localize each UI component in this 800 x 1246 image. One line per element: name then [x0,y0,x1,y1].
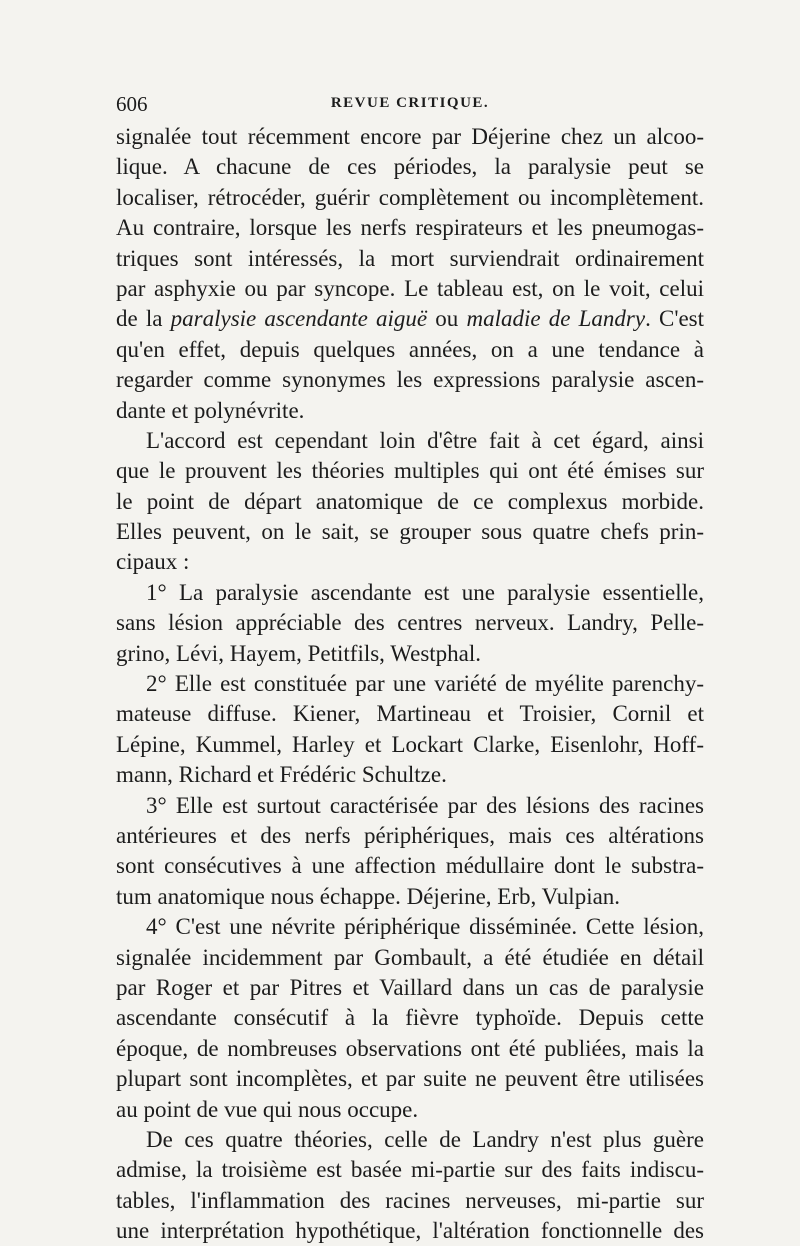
text-line: le point de départ anatomique de ce complexus morbide. [116,488,704,514]
text-line: admise, la troisième est basée mi-partie sur des faits indiscu- [116,1157,704,1183]
running-header [116,92,704,118]
text-line: une interprétation hypothétique, l'altération fonctionnelle des [116,1218,704,1244]
text-line: lique. A chacune de ces périodes, la paralysie peut se [116,154,704,180]
text-line [116,304,704,334]
page-number: 606 [116,92,148,116]
text-line: sans lésion appréciable des centres nerveux. Landry, Pelle- [116,610,704,636]
text-line: tum anatomique nous échappe. Déjerine, Erb, Vulpian. [116,883,621,909]
text-fragment: ou [427,306,467,332]
text-line: au point de vue qui nous occupe. [116,1096,419,1122]
book-page [116,92,704,1246]
body-text [116,122,704,1246]
italic-term: maladie de Landry [466,306,646,332]
text-line: par Roger et par Pitres et Vaillard dans un cas de paralysie [116,974,704,1000]
paragraph-start: 4° C'est une névrite périphérique disséminée. Cette lésion, [146,914,704,940]
text-line: localiser, rétrocéder, guérir complètement ou incomplètement. [116,184,704,210]
italic-term: paralysie ascendante aiguë [170,306,428,332]
text-line: triques sont intéressés, la mort surviendrait ordinairement [116,245,704,271]
text-line: tables, l'inflammation des racines nerveuses, mi-partie sur [116,1187,704,1213]
text-fragment: de la [116,306,171,332]
text-line: plupart sont incomplètes, et par suite ne peuvent être utilisées [116,1066,704,1092]
text-line: grino, Lévi, Hayem, Petitfils, Westphal. [116,640,482,666]
text-line: mateuse diffuse. Kiener, Martineau et Troisier, Cornil et [116,701,704,727]
text-line: signalée incidemment par Gombault, a été étudiée en détail [116,944,704,970]
text-line: qu'en effet, depuis quelques années, on a une tendance à [116,336,704,362]
text-fragment: . C'est [645,306,705,332]
text-line: signalée tout récemment encore par Déjerine chez un alcoo- [116,124,704,149]
paragraph-start: 1° La paralysie ascendante est une paralysie essentielle, [146,579,704,605]
text-line: par asphyxie ou par syncope. Le tableau est, on le voit, celui [116,275,704,301]
text-line: Au contraire, lorsque les nerfs respirateurs et les pneumogas- [116,215,704,241]
text-line: époque, de nombreuses observations ont été publiées, mais la [116,1035,704,1061]
paragraph-start: L'accord est cependant loin d'être fait à cet égard, ainsi [146,427,704,453]
text-line: sont consécutives à une affection médullaire dont le substra- [116,853,704,879]
text-line: regarder comme synonymes les expressions paralysie ascen- [116,367,704,393]
text-line: cipaux : [116,549,190,575]
paragraph-start: De ces quatre théories, celle de Landry n'est plus guère [146,1126,704,1152]
text-line: dante et polynévrite. [116,397,305,423]
text-line: que le prouvent les théories multiples qui ont été émises sur [116,458,704,484]
text-line: ascendante consécutif à la fièvre typhoïde. Depuis cette [116,1005,704,1031]
running-title: REVUE CRITIQUE. [330,95,490,111]
paragraph-start: 2° Elle est constituée par une variété de myélite parenchy- [146,671,704,697]
text-line: antérieures et des nerfs périphériques, mais ces altérations [116,822,704,848]
paragraph-start: 3° Elle est surtout caractérisée par des lésions des racines [146,792,704,818]
text-line: mann, Richard et Frédéric Schultze. [116,762,447,788]
text-line: Lépine, Kummel, Harley et Lockart Clarke, Eisenlohr, Hoff- [116,731,704,757]
text-line: Elles peuvent, on le sait, se grouper sous quatre chefs prin- [116,519,704,545]
